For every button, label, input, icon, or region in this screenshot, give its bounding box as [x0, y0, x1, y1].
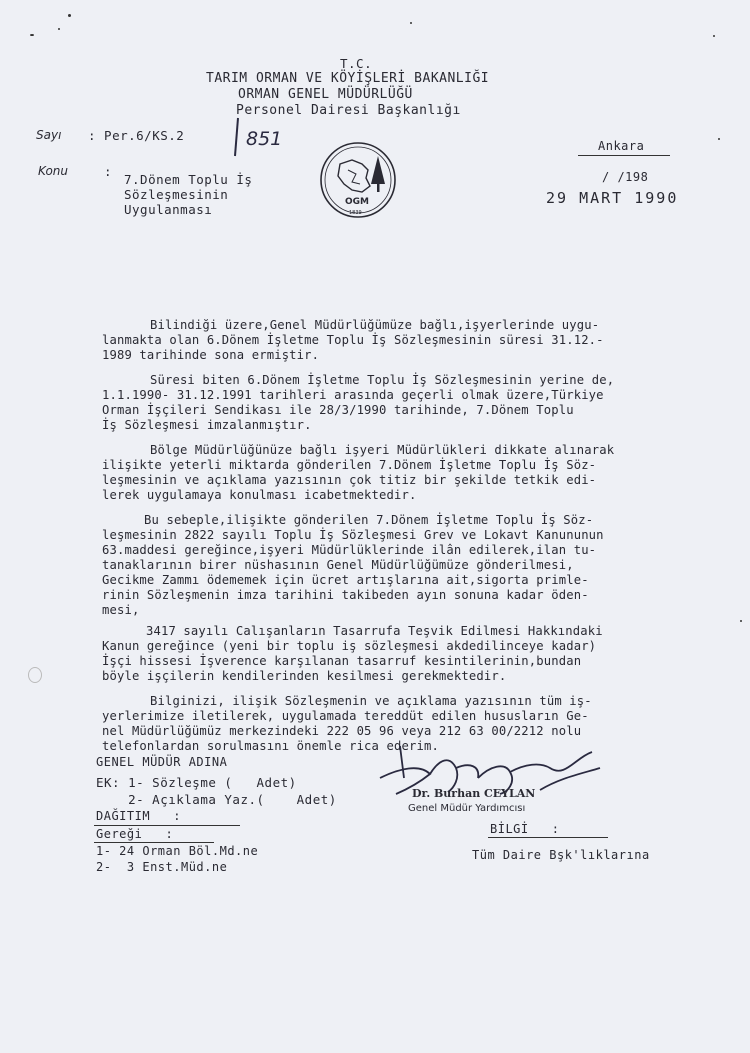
paragraph-line: İş Sözleşmesi imzalanmıştır. — [102, 418, 312, 432]
paragraph-line: telefonlardan sorulmasını önemle rica ederim. — [102, 739, 439, 753]
date-stamp: 29 MART 1990 — [546, 189, 679, 207]
konu-label: Konu — [38, 164, 68, 178]
distribution-item: 1- 24 Orman Böl.Md.ne — [96, 844, 259, 858]
konu-line: Uygulanması — [124, 202, 213, 217]
paragraph-line: 63.maddesi gereğince,işyeri Müdürlüklerinde ilân edilerek,ilan tu- — [102, 543, 597, 557]
city-underline — [578, 155, 670, 156]
paragraph-line: Bölge Müdürlüğünüze bağlı işyeri Müdürlükleri dikkate alınarak — [150, 443, 615, 457]
paragraph-line: Orman İşçileri Sendikası ile 28/3/1990 tarihinde, 7.Dönem Toplu — [102, 403, 574, 417]
paragraph-line: yerlerimize iletilerek, uygulamada tereddüt edilen hususların Ge- — [102, 709, 589, 723]
bilgi-underline — [488, 837, 608, 838]
sayi-slash-mark — [226, 116, 248, 160]
paragraph-line: Kanun gereğince (yeni bir toplu iş sözleşmesi akdedilinceye kadar) — [102, 639, 597, 653]
distribution-item: 2- 3 Enst.Müd.ne — [96, 860, 228, 874]
paragraph-line: rinin Sözleşmenin imza tarihini takibeden ayın sonuna kadar öden- — [102, 588, 589, 602]
logo-year: 1839 — [349, 210, 362, 216]
paragraph-line: 1989 tarihinde sona ermiştir. — [102, 348, 320, 362]
konu-line: Sözleşmesinin — [124, 187, 229, 202]
paragraph-line: böyle işçilerin kendilerinden kesilmesi gerekmektedir. — [102, 669, 507, 683]
logo-text: OGM — [345, 197, 369, 207]
header-department: Personel Dairesi Başkanlığı — [236, 103, 461, 118]
bilgi-label: BİLGİ : — [490, 822, 560, 836]
paragraph-line: Bilginizi, ilişik Sözleşmenin ve açıklama yazısının tüm iş- — [150, 694, 592, 708]
konu-colon: : — [104, 164, 113, 179]
header-directorate: ORMAN GENEL MÜDÜRLÜĞÜ — [238, 87, 413, 102]
scan-speck — [68, 14, 71, 17]
header-ministry: TARIM ORMAN VE KÖYİŞLERİ BAKANLIĞI — [206, 71, 490, 86]
bilgi-item: Tüm Daire Bşk'lıklarına — [472, 848, 650, 862]
gereg-label: Gereği : — [96, 827, 174, 841]
ogm-logo — [318, 140, 398, 220]
scan-speck — [740, 620, 742, 622]
paragraph-line: Bilindiği üzere,Genel Müdürlüğümüze bağlı,işyerlerinde uygu- — [150, 318, 600, 332]
konu-line: 7.Dönem Toplu İş — [124, 172, 253, 187]
sayi-value: : Per.6/KS.2 — [88, 128, 185, 143]
paragraph-line: İşçi hissesi İşverence karşılanan tasarruf kesintilerinin,bundan — [102, 654, 582, 668]
sayi-handwritten-number: 851 — [246, 128, 283, 150]
paragraph-line: lanmakta olan 6.Dönem İşletme Toplu İş Sözleşmesinin süresi 31.12.- — [102, 333, 604, 347]
date-template: / /198 — [602, 170, 649, 184]
scan-speck — [713, 35, 715, 37]
paragraph-line: 3417 sayılı Calışanların Tasarrufa Teşvik Edilmesi Hakkındaki — [146, 624, 603, 638]
attachment-line: 2- Açıklama Yaz.( Adet) — [96, 792, 337, 807]
attachment-line: EK: 1- Sözleşme ( Adet) — [96, 775, 297, 790]
place-city: Ankara — [598, 139, 645, 153]
distribution-underline — [94, 825, 240, 826]
paragraph-line: leşmesinin 2822 sayılı Toplu İş Sözleşmesi Grev ve Lokavt Kanununun — [102, 528, 604, 542]
paragraph-line: mesi, — [102, 603, 140, 617]
paragraph-line: 1.1.1990- 31.12.1991 tarihleri arasında geçerli olmak üzere,Türkiye — [102, 388, 604, 402]
signer-title: Genel Müdür Yardımcısı — [408, 803, 526, 814]
distribution-title: DAĞITIM : — [96, 809, 181, 823]
sayi-label: Sayı — [36, 128, 62, 142]
on-behalf-line: GENEL MÜDÜR ADINA — [96, 755, 228, 769]
paragraph-line: leşmesinin ve açıklama yazısının çok titiz bir şekilde tetkik edi- — [102, 473, 597, 487]
scan-speck — [410, 22, 412, 24]
punch-hole-mark — [28, 667, 42, 683]
paragraph-line: Bu sebeple,ilişikte gönderilen 7.Dönem İşletme Toplu İş Söz- — [144, 513, 594, 527]
paragraph-line: Gecikme Zammı ödememek için ücret artışlarına ait,sigorta primle- — [102, 573, 589, 587]
paragraph-line: Süresi biten 6.Dönem İşletme Toplu İş Sözleşmesinin yerine de, — [150, 373, 615, 387]
gereg-underline — [94, 842, 214, 843]
signer-name: Dr. Burhan CEYLAN — [412, 787, 536, 800]
scan-speck — [718, 138, 720, 140]
paragraph-line: tanaklarının birer nüshasının Genel Müdürlüğümüze gönderilmesi, — [102, 558, 574, 572]
scan-speck — [30, 34, 34, 36]
paragraph-line: lerek uygulamaya konulması icabetmektedir. — [102, 488, 417, 502]
paragraph-line: nel Müdürlüğümüz merkezindeki 222 05 96 veya 212 63 00/2212 nolu — [102, 724, 582, 738]
header-tc: T.C. — [340, 56, 373, 71]
paragraph-line: ilişikte yeterli miktarda gönderilen 7.Dönem İşletme Toplu İş Söz- — [102, 458, 597, 472]
scan-speck — [58, 28, 60, 30]
